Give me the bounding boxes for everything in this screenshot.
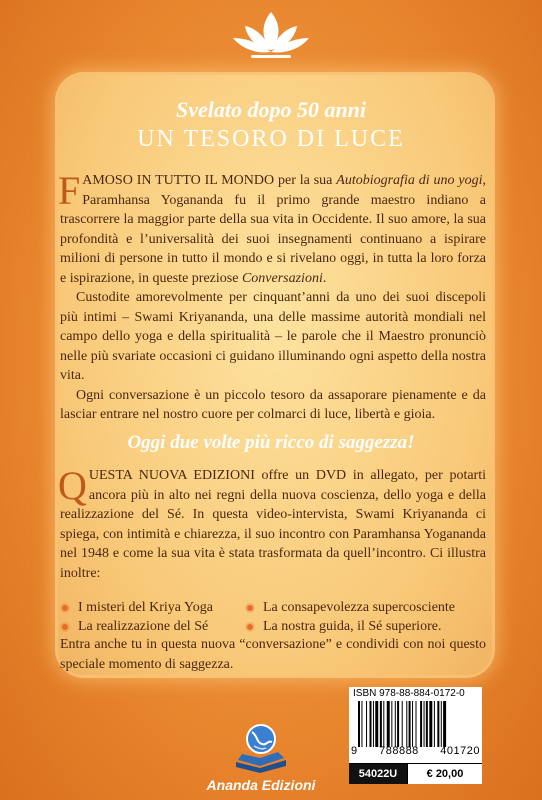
intro-lead: AMOSO IN TUTTO IL MONDO [82,173,275,188]
barcode-digit-group-2: 401720 [440,745,480,757]
barcode-digit-group-1: 788888 [379,745,419,757]
bullet-label: La realizzazione del Sé [78,619,209,635]
book-title: Autobiografia di uno yogi [336,173,483,188]
lotus-icon [231,8,311,64]
bullet-label: I misteri del Kriya Yoga [78,599,213,615]
list-item [247,598,487,618]
section2-paragraph [58,463,486,583]
cover-title: UN TESORO DI LUCE [137,126,405,152]
barcode-label [349,687,482,783]
intro-paragraph-3: Ogni conversazione è un piccolo tesoro da assaporare pienamente e da lasciar entrare nel nostro cuore per colmarci di luce, libertà e gioia. [60,387,486,422]
section2-dropcap: Q [58,463,87,508]
bullet-icon [62,605,68,611]
price-tag: € 20,00 [407,764,482,784]
conversations-title: Conversazioni [241,270,323,286]
section-heading: Oggi due volte più ricco di saggezza! [127,432,415,453]
barcode-digit-lead: 9 [351,745,358,757]
intro-dropcap: F [58,168,81,213]
list-item [62,598,247,618]
barcode-icon [358,701,474,747]
barcode-digits [351,745,480,757]
publisher-name: Ananda Edizioni [206,777,316,793]
intro-text-a: per la sua [274,173,337,188]
section2-lead: UESTA NUOVA EDIZIONI [88,468,255,483]
isbn-text: ISBN 978-88-884-0172-0 [353,688,465,699]
intro-text [58,168,486,425]
section2-text [58,463,486,583]
publisher-logo [202,722,320,800]
bullet-label: La nostra guida, il Sé superiore. [263,619,442,635]
bullet-label: La consapevolezza supercosciente [263,599,456,615]
intro-text-b: , Paramhansa Yogananda fu il primo grande maestro indiano a trascorrere la maggior parte della sua vita in Occidente. Il suo amore, la sua profondità e l’universalità dei suoi insegnamenti continuano a ispirare milioni di persone in tutto il mondo e si rivelano oggi, in tutta la loro forza e ispirazione, in queste preziose [60,173,486,286]
intro-paragraph-2: Custodite amorevolmente per cinquant’anni da uno dei suoi discepoli più intimi – Swami Kriyananda, una delle massime autorità mondiali nel campo dello yoga e della spiritualità – le parole che il Maestro pronunciò nelle più svariate occasioni ci guidano illuminando ogni aspetto della nostra vita. [60,290,486,383]
bullet-list [62,598,492,637]
intro-paragraph-1 [58,168,486,288]
section2-body: offre un DVD in allegato, per potarti ancora più in alto nei regni della nuova coscienza, dello yoga e della realizzazione del Sé. In questa video-intervista, Swami Kriyananda ci spiega, con intimità e chiarezza, il suo incontro con Paramhansa Yogananda nel 1948 e come la sua vita è stata trasformata da quell’incontro. Ci illustra inoltre: [60,468,486,581]
bullet-icon [62,624,68,630]
intro-text-c: . [322,270,327,286]
product-code: 54022U [349,764,407,784]
book-globe-icon [232,722,290,774]
bullet-icon [247,624,253,630]
cover-subtitle: Svelato dopo 50 anni [175,97,367,122]
closing-paragraph: Entra anche tu in questa nuova “conversazione” e condividi con noi questo speciale momento di saggezza. [60,637,486,672]
bullet-icon [247,605,253,611]
